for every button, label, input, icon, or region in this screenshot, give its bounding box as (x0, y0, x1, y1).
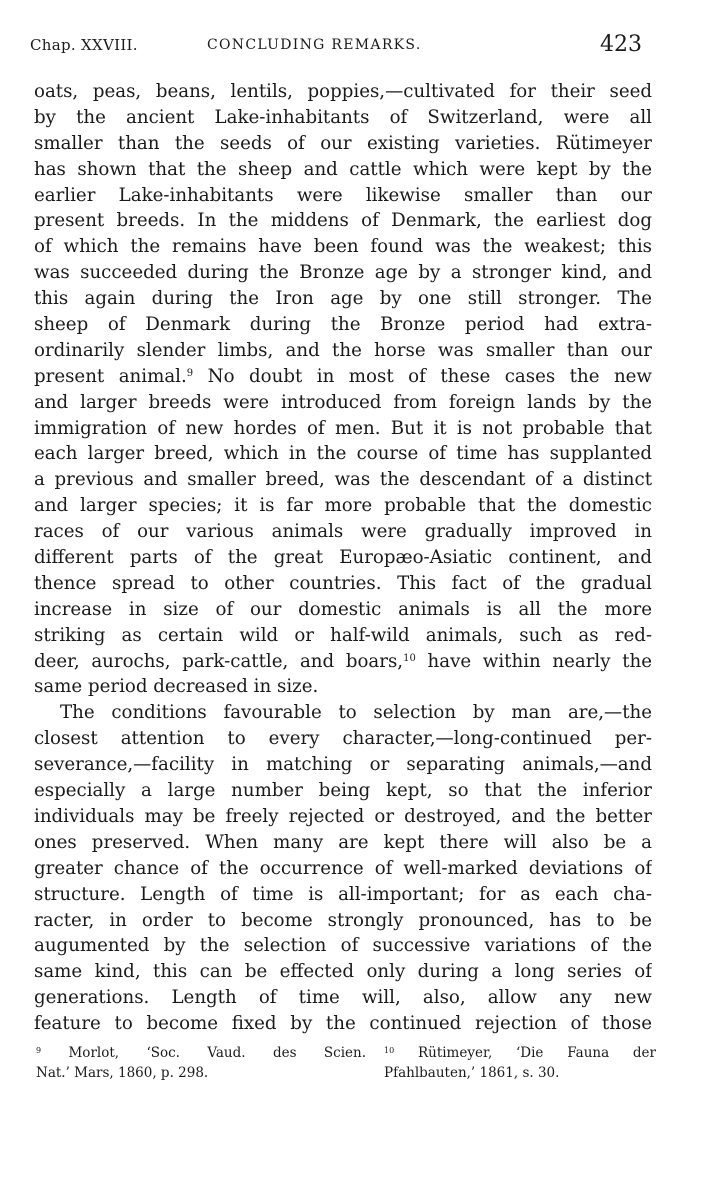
line-text: each larger breed, which in the course of time has supplanted (34, 443, 652, 465)
text-line (34, 79, 652, 105)
footnote-mark: 10 (384, 1046, 395, 1055)
text-line (34, 856, 652, 882)
text-line (34, 985, 652, 1011)
line-text: deer, aurochs, park-cattle, and boars, (34, 650, 404, 672)
text-line (34, 700, 652, 726)
line-text: No doubt in most of these cases the new (193, 365, 652, 387)
footnote-reference: 9 (186, 367, 194, 379)
text-line (34, 726, 652, 752)
text-line (34, 157, 652, 183)
line-text: ordinarily slender limbs, and the horse was smaller than our (34, 339, 652, 361)
text-line (34, 959, 652, 985)
line-text: and larger breeds were introduced from foreign lands by the (34, 391, 652, 413)
line-text: this again during the Iron age by one still stronger. The (34, 288, 652, 310)
line-text: same kind, this can be effected only during a long series of (34, 961, 652, 983)
text-line (34, 338, 652, 364)
text-line (34, 390, 652, 416)
body-text (34, 79, 652, 1037)
text-line (34, 571, 652, 597)
text-line (34, 882, 652, 908)
footnote-line: Morlot, ‘Soc. Vaud. des Scien. (41, 1045, 366, 1061)
text-line (34, 752, 652, 778)
text-line (34, 597, 652, 623)
line-text: severance,—facility in matching or separating animals,—and (34, 754, 652, 776)
line-text: ones preserved. When many are kept there will also be a (34, 831, 652, 853)
line-text: by the ancient Lake-inhabitants of Switzerland, were all (34, 106, 652, 128)
footnote-line: Rütimeyer, ‘Die Fauna der (394, 1045, 656, 1061)
chapter-title: CONCLUDING REMARKS. (207, 37, 422, 53)
text-line (34, 105, 652, 131)
text-line (34, 830, 652, 856)
line-text: generations. Length of time will, also, allow any new (34, 987, 652, 1009)
text-line (34, 260, 652, 286)
line-text: especially a large number being kept, so that the inferior (34, 780, 652, 802)
line-text: present animal. (34, 365, 187, 387)
text-line (34, 649, 652, 675)
line-text: structure. Length of time is all-important; for as each cha- (34, 883, 652, 905)
text-line (34, 183, 652, 209)
text-line (34, 312, 652, 338)
text-line (34, 1011, 652, 1037)
line-text: The conditions favourable to selection by man are,—the (60, 702, 652, 724)
text-line (34, 908, 652, 934)
line-text: feature to become fixed by the continued rejection of those (34, 1013, 652, 1035)
line-text: present breeds. In the middens of Denmark, the earliest dog (34, 210, 652, 232)
line-text: augumented by the selection of successive variations of the (34, 935, 652, 957)
line-text: same period decreased in size. (34, 676, 319, 698)
text-line (34, 804, 652, 830)
line-text: has shown that the sheep and cattle which were kept by the (34, 158, 652, 180)
running-header (30, 34, 642, 64)
text-line (34, 208, 652, 234)
text-line (34, 131, 652, 157)
text-line (34, 493, 652, 519)
line-text: was succeeded during the Bronze age by a stronger kind, and (34, 262, 652, 284)
text-line (34, 778, 652, 804)
line-text: individuals may be freely rejected or destroyed, and the better (34, 805, 652, 827)
text-line (34, 519, 652, 545)
text-line (34, 364, 652, 390)
text-line (34, 467, 652, 493)
line-text: striking as certain wild or half-wild animals, such as red- (34, 624, 652, 646)
line-text: oats, peas, beans, lentils, poppies,—cultivated for their seed (34, 81, 652, 102)
line-text: increase in size of our domestic animals is all the more (34, 598, 652, 620)
text-line (34, 545, 652, 571)
text-line (34, 674, 652, 700)
footnote-9 (36, 1043, 366, 1083)
footnote-reference: 10 (403, 652, 416, 664)
line-text: and larger species; it is far more probable that the domestic (34, 495, 652, 517)
text-line (34, 441, 652, 467)
line-text: thence spread to other countries. This fact of the gradual (34, 572, 652, 594)
footnote-10 (384, 1043, 656, 1083)
text-line (34, 416, 652, 442)
line-text: immigration of new hordes of men. But it is not probable that (34, 417, 652, 439)
line-text: have within nearly the (415, 650, 652, 672)
chapter-label: Chap. XXVIII. (30, 36, 138, 54)
text-line (34, 933, 652, 959)
text-line (34, 286, 652, 312)
line-text: different parts of the great Europæo-Asiatic continent, and (34, 547, 652, 569)
page-number: 423 (600, 32, 642, 57)
line-text: greater chance of the occurrence of well-marked deviations of (34, 857, 652, 879)
line-text: earlier Lake-inhabitants were likewise smaller than our (34, 184, 652, 206)
line-text: sheep of Denmark during the Bronze period had extra- (34, 314, 652, 336)
footnote-mark: 9 (36, 1046, 42, 1055)
text-line (34, 234, 652, 260)
line-text: smaller than the seeds of our existing varieties. Rütimeyer (34, 132, 652, 154)
footnote-line: Pfahlbauten,’ 1861, s. 30. (384, 1065, 560, 1081)
line-text: of which the remains have been found was the weakest; this (34, 236, 652, 258)
line-text: closest attention to every character,—long-continued per- (34, 728, 652, 750)
line-text: a previous and smaller breed, was the descendant of a distinct (34, 469, 652, 491)
footnote-line: Nat.’ Mars, 1860, p. 298. (36, 1065, 209, 1081)
line-text: racter, in order to become strongly pronounced, has to be (34, 909, 652, 931)
text-line (34, 623, 652, 649)
line-text: races of our various animals were gradually improved in (34, 521, 652, 543)
